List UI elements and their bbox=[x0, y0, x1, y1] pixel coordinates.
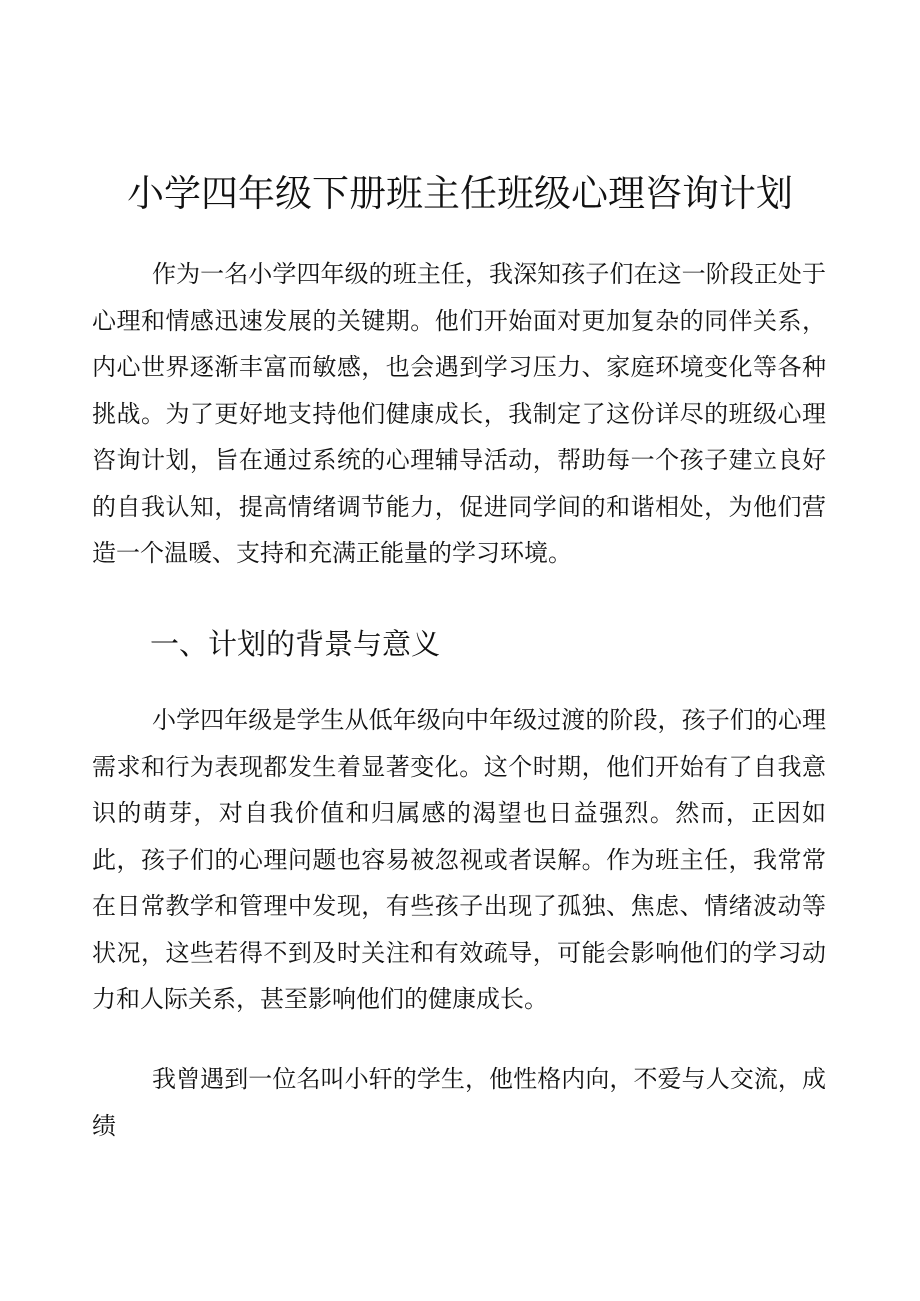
section-paragraph-2: 我曾遇到一位名叫小轩的学生，他性格内向，不爱与人交流，成绩 bbox=[92, 1065, 826, 1140]
intro-paragraph: 作为一名小学四年级的班主任，我深知孩子们在这一阶段正处于心理和情感迅速发展的关键期。他们开始面对更加复杂的同伴关系，内心世界逐渐丰富而敏感，也会遇到学习压力、家庭环境变化等各种挑战。为了更好地支持他们健康成长，我制定了这份详尽的班级心理咨询计划，旨在通过系统的心理辅导活动，帮助每一个孩子建立良好的自我认知，提高情绪调节能力，促进同学间的和谐相处，为他们营造一个温暖、支持和充满正能量的学习环境。 bbox=[92, 260, 826, 567]
section-heading: 一、计划的背景与意义 bbox=[150, 627, 441, 661]
document-title: 小学四年级下册班主任班级心理咨询计划 bbox=[127, 172, 793, 215]
section-paragraph-1: 小学四年级是学生从低年级向中年级过渡的阶段，孩子们的心理需求和行为表现都发生着显著变化。这个时期，他们开始有了自我意识的萌芽，对自我价值和归属感的渴望也日益强烈。然而，正因如此，孩子们的心理问题也容易被忽视或者误解。作为班主任，我常常在日常教学和管理中发现，有些孩子出现了孤独、焦虑、情绪波动等状况，这些若得不到及时关注和有效疏导，可能会影响他们的学习动力和人际关系，甚至影响他们的健康成长。 bbox=[92, 706, 826, 1013]
